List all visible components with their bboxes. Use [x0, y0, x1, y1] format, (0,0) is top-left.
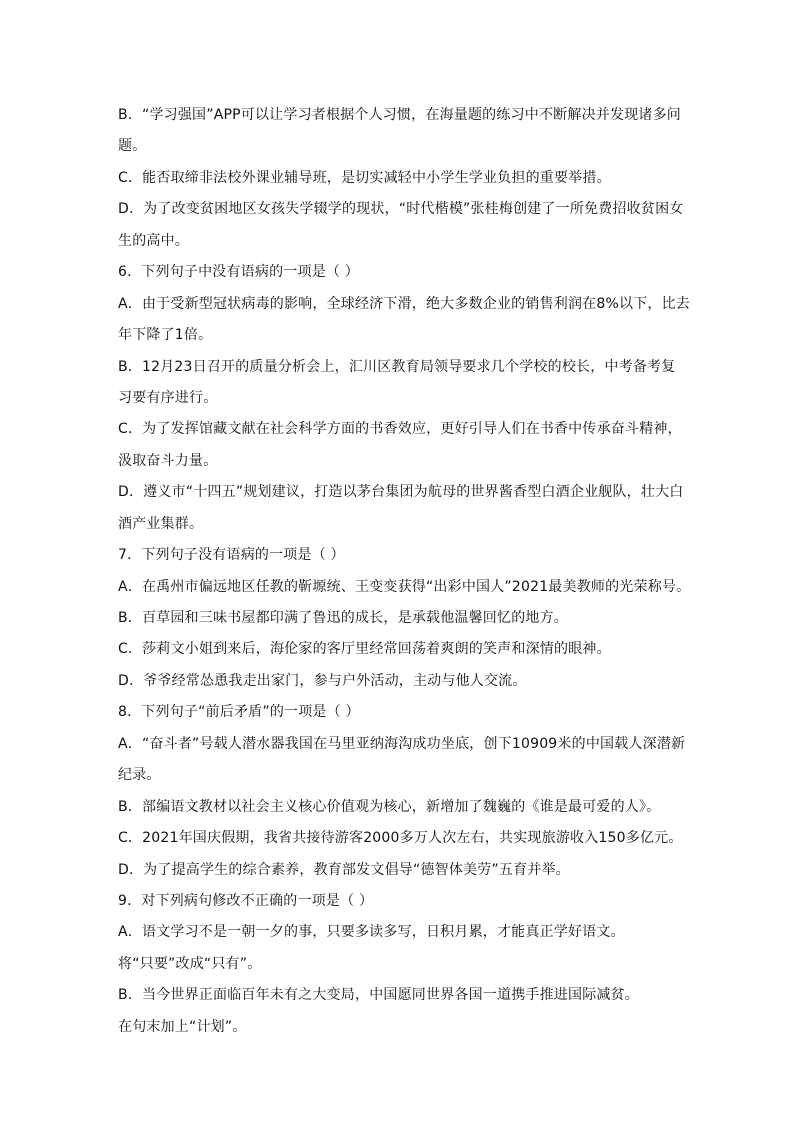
text-line: 汲取奋斗力量。: [118, 452, 218, 469]
text-line: A．在禹州市偏远地区任教的靳塬统、王变变获得“出彩中国人”2021最美教师的光荣称号。: [118, 578, 691, 595]
question-7-heading: 7．下列句子没有语病的一项是（ ）: [118, 547, 345, 564]
text-line: B．百草园和三味书屋都印满了鲁迅的成长，是承载他温馨回忆的地方。: [118, 610, 569, 626]
text-line: C．为了发挥馆藏文献在社会科学方面的书香效应，更好引导人们在书香中传承奋斗精神，: [118, 421, 682, 438]
text-line: 将“只要”改成“只有”。: [118, 955, 262, 972]
text-line: C．2021年国庆假期，我省共接待游客2000多万人次左右，共实现旅游收入150多亿元。: [118, 830, 683, 847]
text-line: B．“学习强国”APP可以让学习者根据个人习惯，在海量题的练习中不断解决并发现诸多问: [118, 107, 681, 123]
text-line: D．遵义市“十四五”规划建议，打造以茅台集团为航母的世界酱香型白酒企业舰队，壮大白: [118, 484, 684, 501]
text-line: 纪录。: [118, 767, 161, 784]
question-6-heading: 6．下列句子中没有语病的一项是（ ）: [118, 264, 359, 281]
text-line: A．由于受新型冠状病毒的影响，全球经济下滑，绝大多数企业的销售利润在8%以下，比去: [118, 295, 690, 312]
text-line: A．“奋斗者”号载人潜水器我国在马里亚纳海沟成功坐底，创下10909米的中国载人深潜新: [118, 735, 686, 752]
text-line: B．当今世界正面临百年未有之大变局，中国愿同世界各国一道携手推进国际减贫。: [118, 987, 640, 1004]
text-line: 酒产业集群。: [118, 515, 204, 532]
text-line: B．部编语文教材以社会主义核心价值观为核心，新增加了魏巍的《谁是最可爱的人》。: [118, 798, 661, 815]
text-line: 习要有序进行。: [118, 389, 218, 406]
text-line: 生的高中。: [118, 232, 189, 249]
text-line: 题。: [118, 138, 147, 155]
text-line: D．为了提高学生的综合素养，教育部发文倡导“德智体美劳”五育并举。: [118, 861, 570, 878]
text-line: C．能否取缔非法校外课业辅导班，是切实减轻中小学生学业负担的重要举措。: [118, 169, 611, 186]
text-line: A．语文学习不是一朝一夕的事，只要多读多写，日积月累，才能真正学好语文。: [118, 924, 625, 941]
text-line: 年下降了1倍。: [118, 327, 213, 344]
text-line: D．爷爷经常怂恿我走出家门，参与户外活动，主动与他人交流。: [118, 672, 527, 689]
text-line: 在句末加上“计划”。: [118, 1018, 247, 1035]
text-line: C．莎莉文小姐到来后，海伦家的客厅里经常回荡着爽朗的笑声和深情的眼神。: [118, 641, 611, 658]
document-body: [118, 100, 691, 1043]
question-8-heading: 8．下列句子“前后矛盾”的一项是（ ）: [118, 704, 360, 721]
text-line: D．为了改变贫困地区女孩失学辍学的现状，“时代楷模”张桂梅创建了一所免费招收贫困女: [118, 201, 684, 218]
question-9-heading: 9．对下列病句修改不正确的一项是（ ）: [118, 892, 374, 909]
text-line: B．12月23日召开的质量分析会上，汇川区教育局领导要求几个学校的校长，中考备考复: [118, 358, 676, 375]
